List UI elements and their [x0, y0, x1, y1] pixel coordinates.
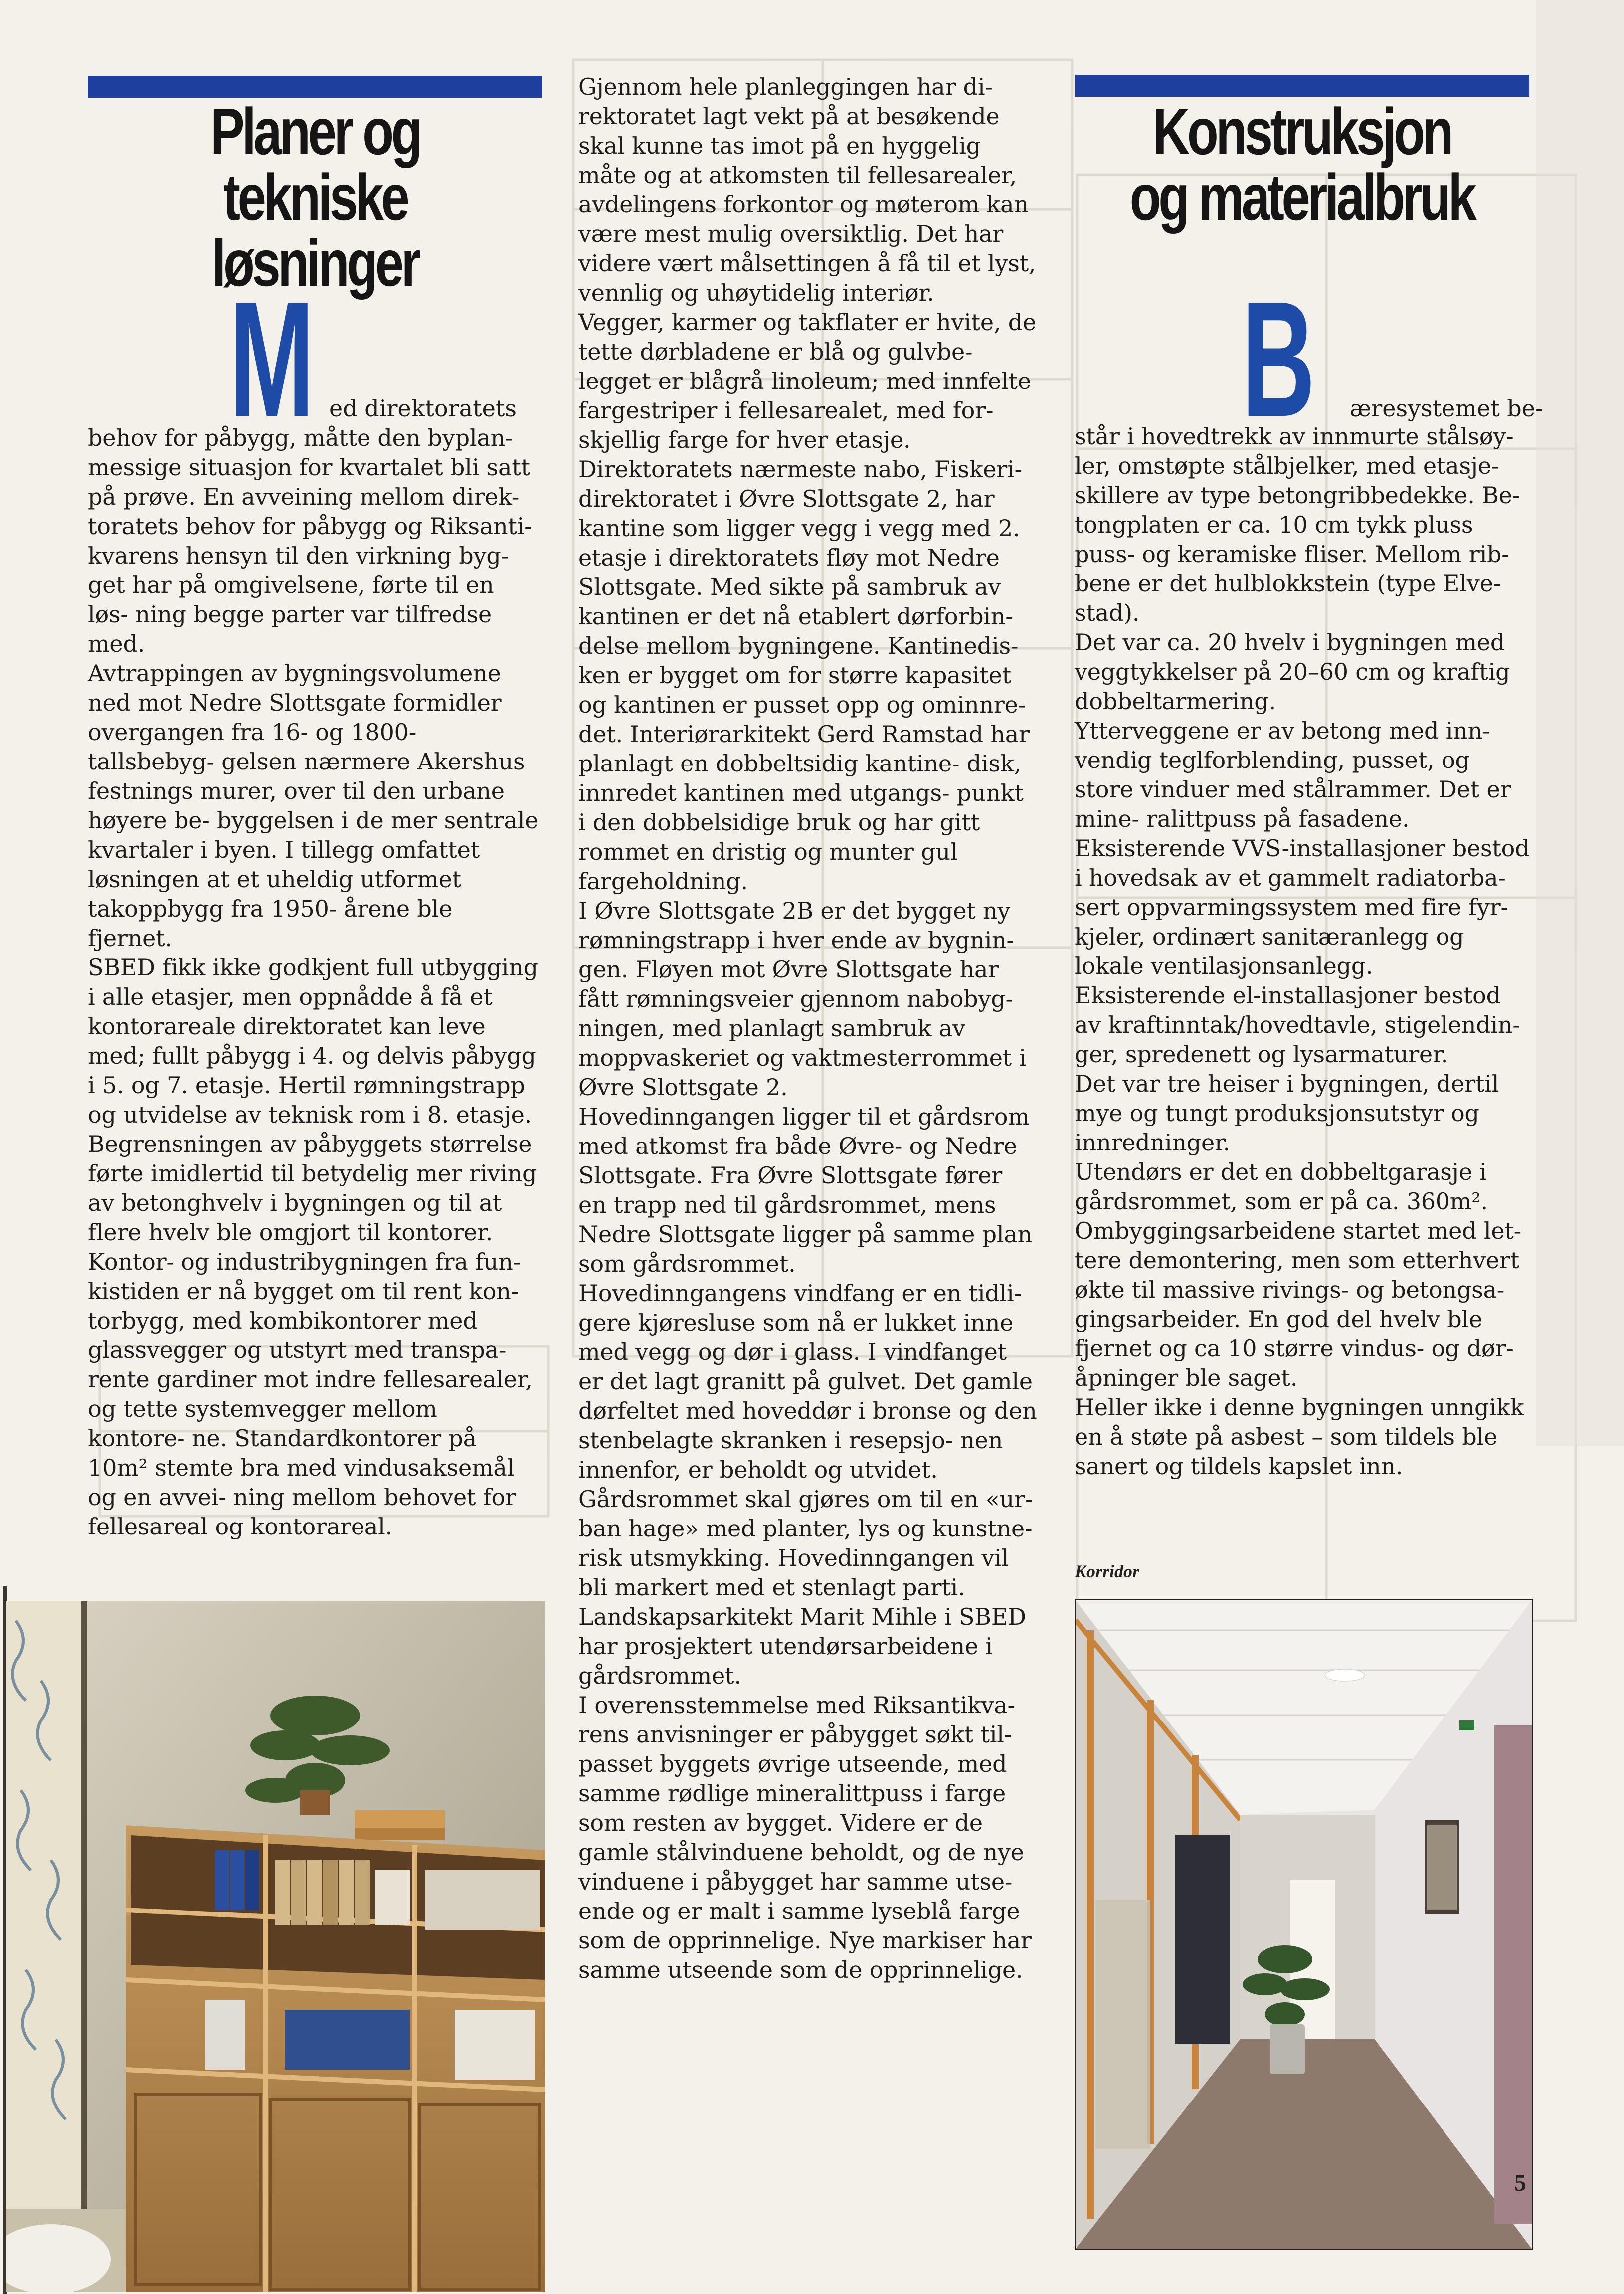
left-drop-cap: M — [229, 267, 315, 451]
left-paragraph: SBED fikk ikke godkjent full utbygging i alle etasjer, men oppnådde å få et kontorareale direktoratet kan leve med; fullt påbygg i 4. og delvis påbygg i 5. og 7. etasje. Hertil rømningstrapp og utvidelse av teknisk rom i 8. etasje. — [88, 954, 538, 1128]
middle-paragraph: I overensstemmelse med Riksantikva- rens anvisninger er påbygget søkt til- passet byggets øvrige utseende, med samme rødlige mineralittpuss i farge som resten av bygget. Videre er de gamle stålvinduene beholdt, og de nye vinduene i påbygget har samme utse- ende og er malt i samme lyseblå farge som de opprinnelige. Nye markiser har samme utseende som de opprinnelige. — [578, 1692, 1032, 1983]
right-paragraph: Eksisterende el-installasjoner bestod av kraftinntak/hovedtavle, stigelendin- ger, spredenett og lysarmaturer. — [1075, 982, 1520, 1068]
left-intro-text: ed direktoratets — [329, 395, 517, 422]
left-body-column — [88, 423, 539, 1541]
right-heading-bar — [1075, 75, 1529, 97]
right-headline-line-2: og materialbruk — [1129, 161, 1474, 234]
left-paragraph: Kontor- og industribygningen fra fun- kistiden er nå bygget om til rent kon- torbygg, med kombikontorer med glassvegger og utstyrt med transpa- rente gardiner mot indre fellesarealer, og tette systemvegger mellom kontore- ne. Standardkontorer på 10m² stemte bra med vindusaksemål og en avvei- ning mellom behovet for fellesareal og kontorareal. — [88, 1248, 533, 1540]
left-paragraph: behov for påbygg, måtte den byplan- messige situasjon for kvartalet bli satt på prøve. En avveining mellom direk- toratets behov for påbygg og Riksanti- kvarens hensyn til den virkning byg- get har på omgivelsene, førte til en løs- ning begge parter var tilfredse med. — [88, 424, 532, 657]
left-headline-line-1: Planer og — [210, 95, 420, 168]
corridor-photo-caption: Korridor — [1075, 1561, 1140, 1581]
left-headline-line-2: tekniske løsninger — [211, 161, 419, 300]
right-body-column — [1075, 422, 1533, 1481]
right-paragraph: Eksisterende VVS-installasjoner bestod i hovedsak av et gammelt radiatorba- sert oppvarmingssystem med fire fyr- kjeler, ordinært sanitæranlegg og lokale ventilasjonsanlegg. — [1075, 835, 1530, 979]
left-paragraph: Begrensningen av påbyggets størrelse førte imidlertid til betydelig mer riving av betonghvelv i bygningen og til at flere hvelv ble omgjort til kontorer. — [88, 1131, 537, 1246]
corridor-photo-illustration — [1076, 1600, 1532, 2249]
right-paragraph: står i hovedtrekk av innmurte stålsøy- ler, omstøpte stålbjelker, med etasje- skillere av type betongribbedekke. Be- tongplaten er ca. 10 cm tykk pluss puss- og keramiske fliser. Mellom rib- bene er det hulblokkstein (type Elve- stad). — [1075, 423, 1520, 626]
office-photo-illustration — [6, 1601, 545, 2292]
middle-paragraph: Gjennom hele planleggingen har di- rektoratet lagt vekt på at besøkende skal kunne tas imot på en hyggelig måte og at atkomsten til fellesarealer, avdelingens forkontor og møterom kan være mest mulig oversiktlig. Det har videre vært målsettingen å få til et lyst, vennlig og uhøytidelig interiør. — [578, 73, 1036, 306]
office-shelving-photo — [6, 1601, 545, 2292]
right-headline-line-1: Konstruksjon — [1152, 95, 1451, 168]
left-paragraph: Avtrappingen av bygningsvolumene ned mot Nedre Slottsgate formidler overgangen fra 16- og 1800-tallsbebyg- gelsen nærmere Akershus festnings murer, over til den urbane høyere be- byggelsen i de mer sentrale kvartaler i byen. I tillegg omfattet løsningen at et uheldig utformet takoppbygg fra 1950- årene ble fjernet. — [88, 660, 539, 952]
right-headline — [1124, 95, 1479, 234]
right-paragraph: Heller ikke i denne bygningen unngikk en å støte på asbest – som tildels ble sanert og tildels kapslet inn. — [1075, 1394, 1524, 1480]
right-paragraph: Ytterveggene er av betong med inn- vendig teglforblending, pusset, og store vinduer med stålrammer. Det er mine- ralittpuss på fasadene. — [1075, 717, 1511, 832]
left-headline — [138, 95, 492, 300]
right-paragraph: Ombyggingsarbeidene startet med let- tere demontering, men som etterhvert økte til massive rivings- og betongsa- gingsarbeider. En god del hvelv ble fjernet og ca 10 større vindus- og dør- åpninger ble saget. — [1075, 1217, 1521, 1391]
right-paragraph: Det var ca. 20 hvelv i bygningen med veggtykkelser på 20–60 cm og kraftig dobbeltarmering. — [1075, 629, 1510, 715]
middle-paragraph: Gårdsrommet skal gjøres om til en «ur- ban hage» med planter, lys og kunstne- risk utsmykking. Hovedinngangen vil bli markert med et stenlagt parti. Landskapsarkitekt Marit Mihle i SBED har prosjektert utendørsarbeidene i gårdsrommet. — [578, 1486, 1033, 1689]
middle-body-column — [578, 72, 1037, 1985]
middle-paragraph: Vegger, karmer og takflater er hvite, de tette dørbladene er blå og gulvbe- legget er blågrå linoleum; med innfelte fargestriper i fellesarealet, med for- skjellig farge for hver etasje. — [578, 309, 1037, 453]
middle-paragraph: Direktoratets nærmeste nabo, Fiskeri- direktoratet i Øvre Slottsgate 2, har kantine som ligger vegg i vegg med 2. etasje i direktoratets fløy mot Nedre Slottsgate. Med sikte på sambruk av kantinen er det nå etablert dørforbin- delse mellom bygningene. Kantinedis- ken er bygget om for større kapasitet og kantinen er pusset opp og ominnre- det. Interiørarkitekt Gerd Ramstad har planlagt en dobbeltsidig kantine- disk, innredet kantinen med utgangs- punkt i den dobbelsidige bruk og har gitt rommet en dristig og munter gul fargeholdning. — [578, 456, 1030, 895]
middle-paragraph: Hovedinngangens vindfang er en tidli- gere kjøresluse som nå er lukket inne med vegg og dør i glass. I vindfanget er det lagt granitt på gulvet. Det gamle dørfeltet med hoveddør i bronse og den stenbelagte skranken i resepsjo- nen innenfor, er beholdt og utvidet. — [578, 1280, 1037, 1483]
middle-paragraph: Hovedinngangen ligger til et gårdsrom med atkomst fra både Øvre- og Nedre Slottsgate. Fra Øvre Slottsgate fører en trapp ned til gårdsrommet, mens Nedre Slottsgate ligger på samme plan som gårdsrommet. — [578, 1103, 1033, 1277]
middle-paragraph: I Øvre Slottsgate 2B er det bygget ny rømningstrapp i hver ende av bygnin- gen. Fløyen mot Øvre Slottsgate har fått rømningsveier gjennom nabobyg- ningen, med planlagt sambruk av moppvaskeriet og vaktmesterrommet i Øvre Slottsgate 2. — [578, 897, 1026, 1101]
right-paragraph: Det var tre heiser i bygningen, dertil mye og tungt produksjonsutstyr og innredninger. — [1075, 1070, 1499, 1156]
corridor-photo — [1075, 1599, 1533, 2250]
right-paragraph: Utendørs er det en dobbeltgarasje i gårdsrommet, som er på ca. 360m². — [1075, 1158, 1488, 1215]
right-drop-cap: B — [1242, 267, 1315, 451]
page-number: 5 — [1514, 2170, 1526, 2196]
right-intro-text: æresystemet be- — [1350, 395, 1543, 422]
